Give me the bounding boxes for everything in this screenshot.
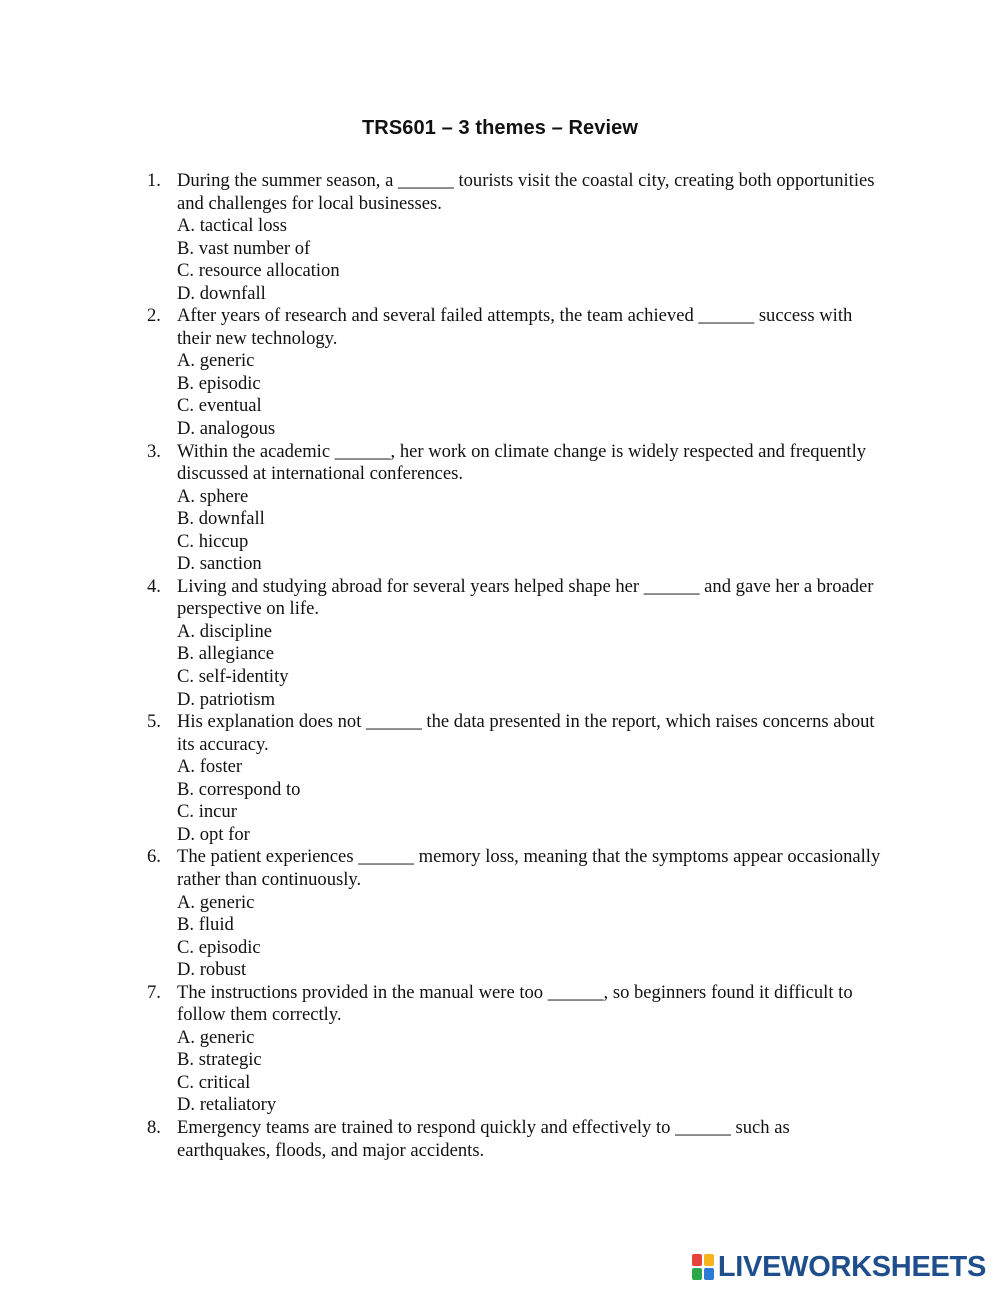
question-text: Emergency teams are trained to respond quickly and effectively to ______ such as earthquakes, floods, and major accidents. — [177, 1116, 790, 1161]
question-number: 5. — [147, 711, 161, 733]
answer-option: A. discipline — [177, 620, 273, 642]
answer-option: C. critical — [177, 1071, 251, 1093]
question-number: 4. — [147, 575, 161, 597]
answer-option: D. robust — [177, 959, 247, 981]
logo-block-green — [692, 1268, 702, 1280]
logo-block-blue — [704, 1268, 714, 1280]
answer-option: B. strategic — [177, 1049, 262, 1071]
page-title: TRS601 – 3 themes – Review — [361, 117, 639, 139]
question-number: 3. — [147, 440, 161, 462]
question-text: During the summer season, a ______ tourists visit the coastal city, creating both opportunities and challenges for local businesses. — [177, 170, 875, 214]
question-text: Within the academic ______, her work on climate change is widely respected and frequently discussed at international conferences. — [177, 440, 867, 485]
answer-option: A. foster — [177, 756, 243, 778]
answer-option: D. downfall — [177, 282, 266, 304]
answer-option: B. episodic — [177, 372, 261, 394]
liveworksheets-logo — [692, 1252, 986, 1282]
question-list — [145, 170, 885, 1162]
question-item — [145, 576, 885, 711]
answer-option: C. episodic — [177, 936, 261, 958]
question-text: After years of research and several failed attempts, the team achieved ______ success with their new technology. — [177, 305, 853, 349]
answer-option: C. eventual — [177, 395, 262, 417]
question-text: The instructions provided in the manual were too ______, so beginners found it difficult to follow them correctly. — [177, 981, 853, 1026]
answer-option: B. vast number of — [177, 237, 311, 259]
question-text: His explanation does not ______ the data presented in the report, which raises concerns about its accuracy. — [177, 711, 875, 755]
answer-option: C. resource allocation — [177, 260, 340, 282]
answer-option: C. incur — [177, 801, 237, 823]
answer-option: A. generic — [177, 350, 255, 372]
question-item — [145, 305, 885, 440]
question-item — [145, 846, 885, 981]
answer-option: B. correspond to — [177, 778, 301, 800]
answer-option: A. tactical loss — [177, 215, 287, 237]
answer-option: A. generic — [177, 1026, 255, 1048]
answer-option: D. analogous — [177, 418, 276, 440]
logo-block-red — [692, 1254, 702, 1266]
answer-option: D. patriotism — [177, 688, 276, 710]
answer-option: B. downfall — [177, 508, 265, 530]
answer-option: C. hiccup — [177, 530, 249, 552]
question-item — [145, 441, 885, 576]
answer-option: B. allegiance — [177, 643, 275, 665]
answer-option: A. generic — [177, 891, 255, 913]
question-item — [145, 711, 885, 846]
question-text: Living and studying abroad for several years helped shape her ______ and gave her a broader perspective on life. — [177, 575, 874, 620]
logo-wordmark: LIVEWORKSHEETS — [717, 1250, 986, 1283]
question-number: 2. — [147, 305, 161, 327]
question-item — [145, 1117, 885, 1162]
answer-option: D. sanction — [177, 553, 262, 575]
question-number: 8. — [147, 1116, 161, 1138]
question-item — [145, 982, 885, 1117]
question-number: 1. — [147, 170, 161, 191]
question-text: The patient experiences ______ memory loss, meaning that the symptoms appear occasionally rather than continuously. — [177, 846, 881, 890]
question-number: 7. — [147, 981, 161, 1003]
answer-option: A. sphere — [177, 485, 249, 507]
answer-option: D. opt for — [177, 823, 250, 845]
logo-block-yellow — [704, 1254, 714, 1266]
answer-option: B. fluid — [177, 914, 234, 936]
answer-option: C. self-identity — [177, 666, 289, 688]
answer-option: D. retaliatory — [177, 1094, 277, 1116]
question-number: 6. — [147, 846, 161, 868]
logo-blocks-icon — [692, 1254, 714, 1280]
question-item — [145, 170, 885, 305]
